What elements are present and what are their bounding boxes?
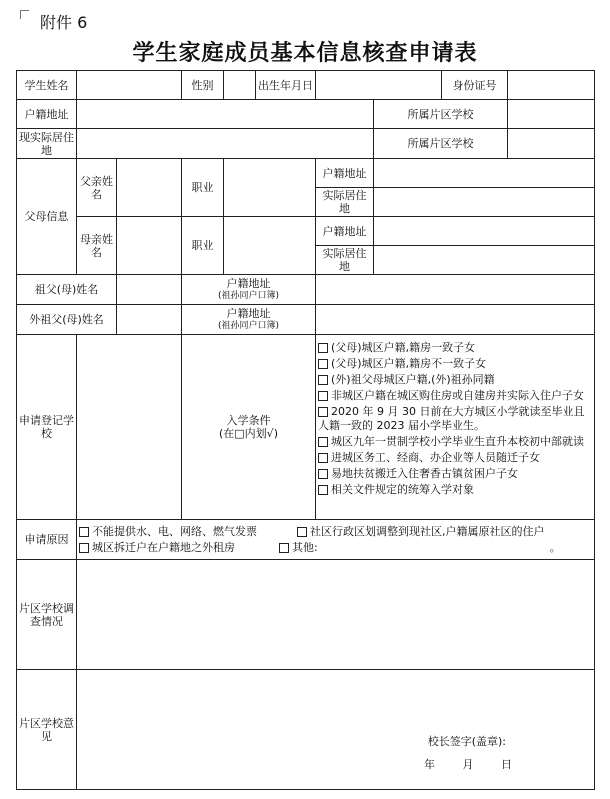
reason-option-1: 不能提供水、电、网络、燃气发票 [92, 524, 257, 538]
father-occupation-field[interactable] [224, 159, 316, 217]
checkbox-icon[interactable] [318, 469, 328, 479]
grandparent-hukou-field[interactable] [316, 275, 595, 305]
corner-mark [20, 10, 29, 19]
checkbox-icon[interactable] [318, 453, 328, 463]
condition-text: 相关文件规定的统筹入学对象 [331, 483, 474, 496]
father-name-label: 父亲姓名 [77, 159, 117, 217]
grandparent-name-label: 祖父(母)姓名 [17, 275, 117, 305]
hukou-address-label: 户籍地址 [17, 100, 77, 129]
birth-date-field[interactable] [316, 71, 442, 100]
condition-item [318, 435, 592, 449]
current-address-label: 现实际居住地 [17, 129, 77, 159]
checkbox-icon[interactable] [318, 437, 328, 447]
id-number-label: 身份证号 [442, 71, 508, 100]
district-school-field-2[interactable] [508, 129, 595, 159]
parents-info-label: 父母信息 [17, 159, 77, 275]
checkbox-icon[interactable] [79, 527, 89, 537]
reason-option-3: 城区拆迁户在户籍地之外租房 [92, 540, 235, 554]
mother-name-label: 母亲姓名 [77, 217, 117, 275]
form-title: 学生家庭成员基本信息核查申请表 [132, 40, 478, 66]
condition-text: (外)祖父母城区户籍,(外)祖孙同籍 [331, 373, 495, 386]
maternal-grandparent-hukou-field[interactable] [316, 305, 595, 335]
gender-label: 性别 [182, 71, 224, 100]
survey-field[interactable] [77, 560, 595, 670]
mother-hukou-field[interactable] [374, 217, 595, 246]
condition-item [318, 341, 592, 355]
apply-school-label: 申请登记学校 [17, 335, 77, 520]
district-school-label-1: 所属片区学校 [374, 100, 508, 129]
maternal-grandparent-hukou-label [182, 305, 316, 335]
father-hukou-field[interactable] [374, 159, 595, 188]
current-address-field[interactable] [77, 129, 374, 159]
mother-residence-field[interactable] [374, 246, 595, 275]
condition-text: 进城区务工、经商、办企业等人员随迁子女 [331, 451, 540, 464]
maternal-grandparent-name-label: 外祖父(母)姓名 [17, 305, 117, 335]
annex-label: 附件 6 [40, 13, 88, 32]
maternal-grandparent-hukou-note: (祖孙同户口簿) [217, 320, 280, 331]
birth-date-label: 出生年月日 [256, 71, 316, 100]
condition-text: (父母)城区户籍,籍房一致子女 [331, 341, 476, 354]
apply-reason-options [77, 520, 595, 560]
reason-option-2: 社区行政区划调整到现社区,户籍属原社区的住户 [310, 524, 545, 538]
grandparent-hukou-title: 户籍地址 [226, 276, 271, 290]
principal-signature-label: 校长签字(盖章): [427, 735, 506, 748]
district-school-field-1[interactable] [508, 100, 595, 129]
maternal-grandparent-name-field[interactable] [117, 305, 182, 335]
checkbox-icon[interactable] [318, 407, 328, 417]
grandparent-name-field[interactable] [117, 275, 182, 305]
apply-reason-label: 申请原因 [17, 520, 77, 560]
mother-hukou-label: 户籍地址 [316, 217, 374, 246]
id-number-field[interactable] [508, 71, 595, 100]
checkbox-icon[interactable] [297, 527, 307, 537]
gender-field[interactable] [224, 71, 256, 100]
opinion-field[interactable] [77, 670, 595, 790]
application-form-table [16, 70, 595, 790]
condition-text: 易地扶贫搬迁入住奢香古镇贫困户子女 [331, 467, 518, 480]
father-residence-field[interactable] [374, 188, 595, 217]
condition-item [318, 483, 592, 497]
grandparent-hukou-label [182, 275, 316, 305]
checkbox-icon[interactable] [279, 543, 289, 553]
father-hukou-label: 户籍地址 [316, 159, 374, 188]
mother-occupation-field[interactable] [224, 217, 316, 275]
apply-school-field[interactable] [77, 335, 182, 520]
checkbox-icon[interactable] [318, 343, 328, 353]
condition-item [318, 451, 592, 465]
survey-label: 片区学校调查情况 [17, 560, 77, 670]
checkbox-icon[interactable] [318, 485, 328, 495]
mother-occupation-label: 职业 [182, 217, 224, 275]
student-name-label: 学生姓名 [17, 71, 77, 100]
grandparent-hukou-note: (祖孙同户口簿) [217, 290, 280, 301]
checkbox-icon[interactable] [318, 375, 328, 385]
admission-conditions-label [182, 335, 316, 520]
maternal-grandparent-hukou-title: 户籍地址 [226, 306, 271, 320]
opinion-label: 片区学校意见 [17, 670, 77, 790]
father-name-field[interactable] [117, 159, 182, 217]
father-occupation-label: 职业 [182, 159, 224, 217]
admission-conditions-list [316, 335, 595, 520]
date-label: 年 月 日 [424, 758, 512, 771]
condition-text: 2020 年 9 月 30 日前在大方城区小学就读至毕业且人籍一致的 2023 届小学毕业生。 [318, 405, 585, 432]
condition-item [318, 405, 592, 433]
reason-option-4: 其他: [292, 540, 318, 554]
student-name-field[interactable] [77, 71, 182, 100]
condition-text: 非城区户籍在城区购住房或自建房并实际入住户子女 [331, 389, 584, 402]
checkbox-icon[interactable] [318, 391, 328, 401]
father-residence-label: 实际居住地 [316, 188, 374, 217]
reason-row [79, 540, 592, 556]
district-school-label-2: 所属片区学校 [374, 129, 508, 159]
checkbox-icon[interactable] [318, 359, 328, 369]
mother-residence-label: 实际居住地 [316, 246, 374, 275]
mother-name-field[interactable] [117, 217, 182, 275]
hukou-address-field[interactable] [77, 100, 374, 129]
condition-item [318, 357, 592, 371]
reason-row [79, 524, 592, 540]
condition-text: 城区九年一贯制学校小学毕业生直升本校初中部就读 [331, 435, 584, 448]
condition-text: (父母)城区户籍,籍房不一致子女 [331, 357, 487, 370]
admission-conditions-hint: (在□内划√) [219, 427, 278, 440]
checkbox-icon[interactable] [79, 543, 89, 553]
condition-item [318, 373, 592, 387]
condition-item [318, 389, 592, 403]
condition-item [318, 467, 592, 481]
reason-option-4-end: 。 [549, 540, 561, 554]
admission-conditions-title: 入学条件 [226, 414, 271, 427]
